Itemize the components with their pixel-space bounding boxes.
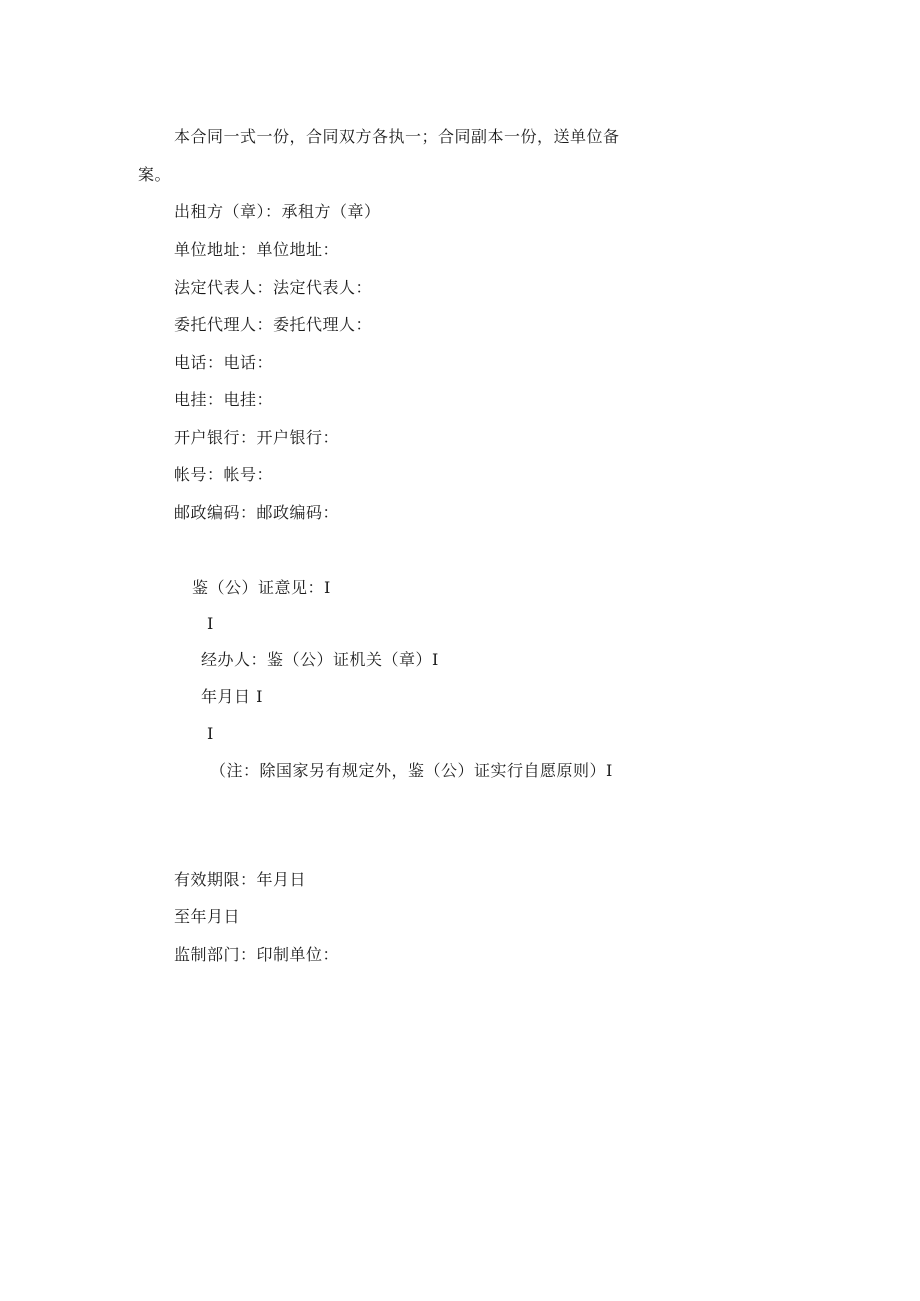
vertical-mark-1: I <box>207 614 214 633</box>
until-line: 至年月日 <box>174 907 241 926</box>
handler-line: 经办人：鉴（公）证机关（章）I <box>201 650 439 669</box>
intro-line-2: 案。 <box>138 165 172 184</box>
date-line: 年月日 I <box>201 687 263 706</box>
validity-line: 有效期限：年月日 <box>174 870 307 889</box>
note-line: （注：除国家另有规定外，鉴（公）证实行自愿原则）I <box>210 761 613 780</box>
postcode-line: 邮政编码：邮政编码： <box>174 503 340 522</box>
supervisor-line: 监制部门：印制单位： <box>174 945 340 964</box>
vertical-mark-2: I <box>207 724 214 743</box>
phone-line: 电话：电话： <box>174 353 274 372</box>
account-line: 帐号：帐号： <box>174 465 274 484</box>
legal-representative-line: 法定代表人：法定代表人： <box>174 278 373 297</box>
parties-line: 出租方（章）：承租方（章） <box>174 202 381 221</box>
intro-line-1: 本合同一式一份，合同双方各执一；合同副本一份，送单位备 <box>174 127 620 146</box>
agent-line: 委托代理人：委托代理人： <box>174 315 373 334</box>
bank-line: 开户银行：开户银行： <box>174 428 340 447</box>
notary-opinion-line: 鉴（公）证意见：I <box>192 578 331 597</box>
telegram-line: 电挂：电挂： <box>174 390 274 409</box>
address-line: 单位地址：单位地址： <box>174 240 340 259</box>
